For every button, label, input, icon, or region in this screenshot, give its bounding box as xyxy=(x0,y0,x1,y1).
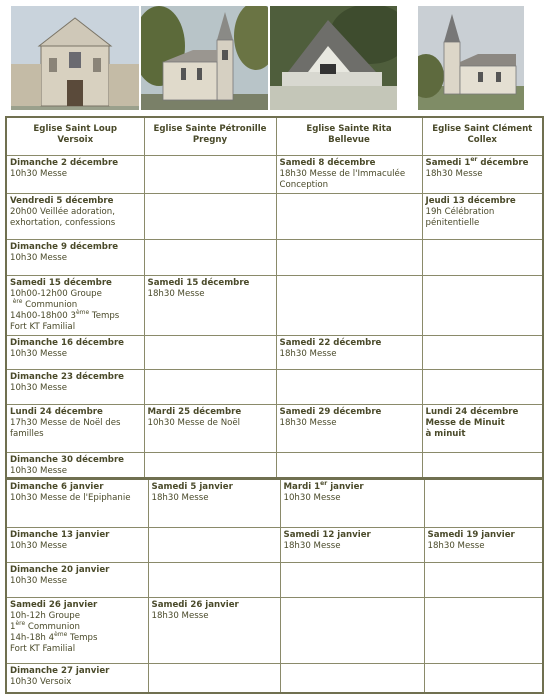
church-photo-saint-clement xyxy=(418,6,524,110)
table-row xyxy=(6,156,543,194)
schedule-cell-empty xyxy=(144,453,276,479)
schedule-cell: Samedi 8 décembre 18h30 Messe de l'Immaculée Conception xyxy=(276,156,422,194)
table-row xyxy=(6,597,543,663)
schedule-cell-empty xyxy=(280,562,424,597)
table-row xyxy=(6,194,543,240)
schedule-cell-empty xyxy=(144,336,276,370)
table-row xyxy=(6,479,543,527)
table-row xyxy=(6,453,543,479)
schedule-cell: Dimanche 16 décembre 10h30 Messe xyxy=(6,336,144,370)
schedule-cell-empty xyxy=(148,663,280,693)
header-saint-loup: Eglise Saint Loup Versoix xyxy=(6,117,144,156)
schedule-cell-empty xyxy=(276,453,422,479)
church-photo-sainte-rita xyxy=(270,6,397,110)
schedule-cell: Jeudi 13 décembre 19h Célébration pénitentielle xyxy=(422,194,543,240)
schedule-cell-empty xyxy=(276,370,422,405)
schedule-cell-empty xyxy=(422,240,543,276)
schedule-cell: Dimanche 20 janvier 10h30 Messe xyxy=(6,562,148,597)
schedule-cell: Mardi 25 décembre 10h30 Messe de Noël xyxy=(144,405,276,453)
schedule-cell: Samedi 26 janvier 18h30 Messe xyxy=(148,597,280,663)
table-header-row xyxy=(6,117,543,156)
schedule-cell-empty xyxy=(422,453,543,479)
schedule-cell-empty xyxy=(424,562,543,597)
church-photo-sainte-petronille xyxy=(141,6,268,110)
january-schedule-table xyxy=(5,478,544,694)
schedule-cell-empty xyxy=(276,240,422,276)
schedule-cell-empty xyxy=(424,479,543,527)
schedule-cell-empty xyxy=(276,276,422,336)
schedule-cell-empty xyxy=(422,370,543,405)
schedule-cell-empty xyxy=(144,240,276,276)
schedule-cell-empty xyxy=(422,336,543,370)
table-row xyxy=(6,405,543,453)
header-sainte-petronille: Eglise Sainte Pétronille Pregny xyxy=(144,117,276,156)
church-photo-saint-loup xyxy=(11,6,139,110)
schedule-cell: Samedi 22 décembre 18h30 Messe xyxy=(276,336,422,370)
schedule-cell-empty xyxy=(424,597,543,663)
schedule-cell-empty xyxy=(280,597,424,663)
table-row xyxy=(6,562,543,597)
header-saint-clement: Eglise Saint Clément Collex xyxy=(422,117,543,156)
schedule-cell: Dimanche 30 décembre 10h30 Messe xyxy=(6,453,144,479)
schedule-cell: Dimanche 9 décembre 10h30 Messe xyxy=(6,240,144,276)
schedule-cell: Vendredi 5 décembre 20h00 Veillée adoration, exhortation, confessions xyxy=(6,194,144,240)
schedule-cell: Lundi 24 décembre 17h30 Messe de Noël des familles xyxy=(6,405,144,453)
schedule-cell-empty xyxy=(424,663,543,693)
table-row xyxy=(6,663,543,693)
schedule-cell: Samedi 19 janvier 18h30 Messe xyxy=(424,527,543,562)
schedule-cell-empty xyxy=(148,562,280,597)
schedule-cell-empty xyxy=(148,527,280,562)
schedule-cell-empty xyxy=(422,276,543,336)
december-schedule-table xyxy=(5,116,544,479)
table-row xyxy=(6,240,543,276)
schedule-cell: Samedi 5 janvier 18h30 Messe xyxy=(148,479,280,527)
church-photos xyxy=(0,0,547,112)
table-row xyxy=(6,527,543,562)
schedule-cell: Samedi 29 décembre 18h30 Messe xyxy=(276,405,422,453)
schedule-cell: Dimanche 13 janvier 10h30 Messe xyxy=(6,527,148,562)
schedule-cell: Samedi 15 décembre 18h30 Messe xyxy=(144,276,276,336)
schedule-cell: Samedi 12 janvier 18h30 Messe xyxy=(280,527,424,562)
schedule-cell: Dimanche 23 décembre 10h30 Messe xyxy=(6,370,144,405)
schedule-cell-empty xyxy=(144,156,276,194)
schedule-cell-empty xyxy=(280,663,424,693)
schedule-cell-empty xyxy=(144,370,276,405)
schedule-cell: Dimanche 2 décembre 10h30 Messe xyxy=(6,156,144,194)
schedule-cell: Dimanche 6 janvier 10h30 Messe de l'Epiphanie xyxy=(6,479,148,527)
schedule-cell-empty xyxy=(276,194,422,240)
table-row xyxy=(6,336,543,370)
table-row xyxy=(6,276,543,336)
header-sainte-rita: Eglise Sainte Rita Bellevue xyxy=(276,117,422,156)
schedule-cell: Samedi 1er décembre 18h30 Messe xyxy=(422,156,543,194)
schedule-cell: Samedi 26 janvier 10h-12h Groupe 1ère Communion 14h-18h 4ème Temps Fort KT Familial xyxy=(6,597,148,663)
table-row xyxy=(6,370,543,405)
schedule-cell: Mardi 1er janvier 10h30 Messe xyxy=(280,479,424,527)
schedule-cell: Lundi 24 décembre Messe de Minuit à minuit xyxy=(422,405,543,453)
schedule-cell: Samedi 15 décembre 10h00-12h00 Groupe $^{ère}$ Communion 14h00-18h00 3ème Temps Fort KT Familial xyxy=(6,276,144,336)
schedule-cell: Dimanche 27 janvier 10h30 Versoix xyxy=(6,663,148,693)
schedule-cell-empty xyxy=(144,194,276,240)
